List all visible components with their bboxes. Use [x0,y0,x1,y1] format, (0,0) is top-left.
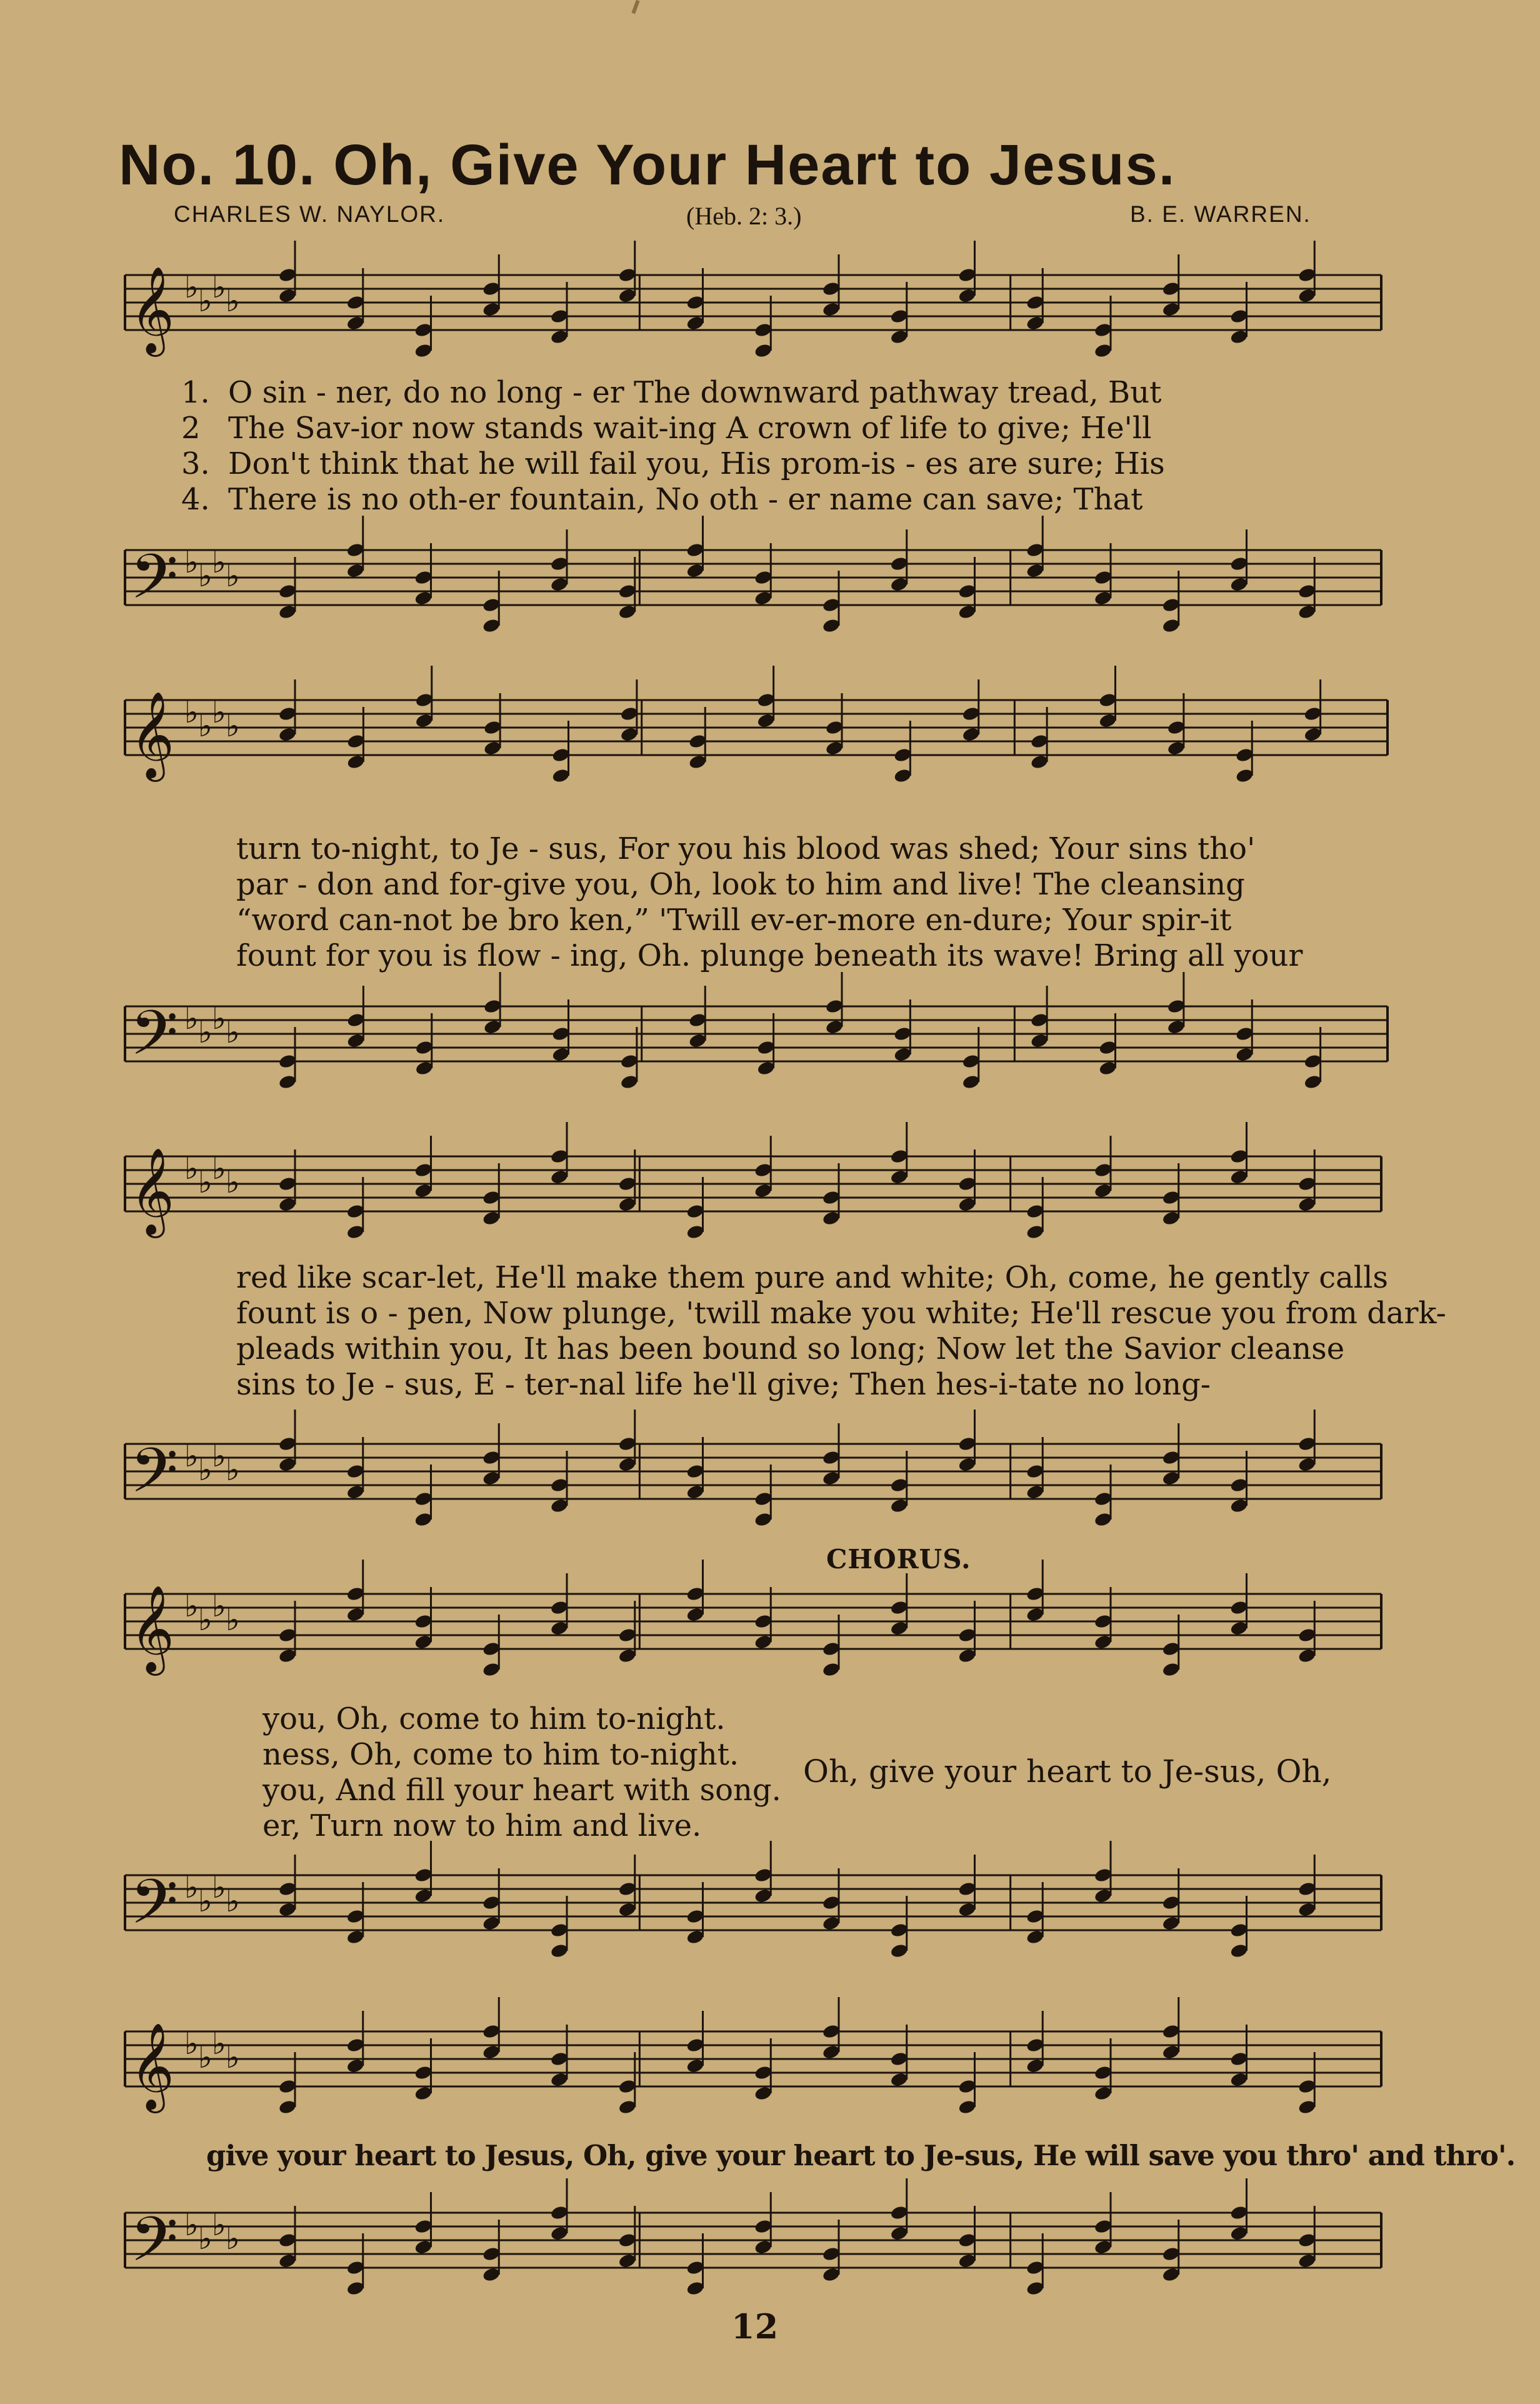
page-number: 12 [731,2306,779,2346]
flat-icon: ♭ [184,270,199,305]
staff-treble [0,1569,1540,1681]
flat-icon: ♭ [212,2026,226,2061]
flat-icon: ♭ [226,2221,240,2256]
flat-icon: ♭ [226,2040,240,2075]
flat-icon: ♭ [212,1439,226,1474]
flat-icon: ♭ [212,695,226,730]
lyrics-system-1 [181,375,1165,518]
bass-clef-icon: 𝄢 [130,541,179,628]
page-fold-mark [631,0,639,14]
verse-number: 4. [181,482,210,517]
lyric-line: you, And fill your heart with song. [262,1773,781,1808]
lyric-line: fount is o - pen, Now plunge, 'twill make you white; He'll rescue you from dark- [236,1296,1446,1331]
treble-clef-icon: 𝄞 [130,2023,174,2110]
scripture-reference: (Heb. 2: 3.) [686,202,802,230]
flat-icon: ♭ [184,2026,199,2061]
staff-bass [0,1850,1540,1956]
lyrics-system-2 [236,831,1302,974]
lyric-line: sins to Je - sus, E - ter-nal life he'll give; Then hes-i-tate no long- [236,1367,1211,1402]
flat-icon: ♭ [184,1870,199,1905]
flat-icon: ♭ [198,1015,212,1050]
staff-treble [0,250,1540,363]
hymn-credits [174,201,1342,233]
lyric-line: red like scar-let, He'll make them pure and white; Oh, come, he gently calls [236,1260,1389,1295]
staff-treble [0,2006,1540,2119]
flat-icon: ♭ [226,1453,240,1488]
chorus-label: CHORUS. [826,1544,971,1575]
lyric-line: ness, Oh, come to him to-night. [262,1737,739,1772]
flat-icon: ♭ [184,1439,199,1474]
flat-icon: ♭ [198,284,212,319]
verse-number: 1. [181,375,210,410]
lyric-line: 3. Don't think that he will fail you, His prom-is - es are sure; His [181,446,1165,481]
author-credit: CHARLES W. NAYLOR. [174,201,446,227]
flat-icon: ♭ [212,1151,226,1186]
flat-icon: ♭ [198,709,212,744]
flat-icon: ♭ [184,1151,199,1186]
staff-bass [0,1419,1540,1525]
flat-icon: ♭ [226,284,240,319]
flat-icon: ♭ [226,559,240,594]
hymn-title: No. 10. Oh, Give Your Heart to Jesus. [119,133,1176,197]
bass-clef-icon: 𝄢 [130,1435,179,1522]
treble-clef-icon: 𝄞 [130,691,174,778]
chorus-lyric-line: Oh, give your heart to Je-sus, Oh, [803,1753,1332,1790]
flat-icon: ♭ [226,1165,240,1200]
flat-icon: ♭ [226,709,240,744]
staff-treble [0,1131,1540,1244]
staff-bass [0,525,1540,631]
lyric-line: you, Oh, come to him to-night. [262,1701,726,1736]
staff-treble [0,675,1540,794]
flat-icon: ♭ [212,2208,226,2243]
flat-icon: ♭ [226,1884,240,1919]
bass-clef-icon: 𝄢 [130,998,179,1084]
treble-clef-icon: 𝄞 [130,1148,174,1235]
treble-clef-icon: 𝄞 [130,266,174,353]
flat-icon: ♭ [198,1603,212,1638]
flat-icon: ♭ [184,1001,199,1036]
lyrics-system-3 [236,1260,1446,1403]
flat-icon: ♭ [212,270,226,305]
flat-icon: ♭ [212,1589,226,1624]
flat-icon: ♭ [198,1453,212,1488]
lyric-line: er, Turn now to him and live. [262,1808,702,1843]
bass-clef-icon: 𝄢 [130,1866,179,1953]
bass-clef-icon: 𝄢 [130,2204,179,2291]
lyric-line: turn to-night, to Je - sus, For you his blood was shed; Your sins tho' [236,831,1256,866]
lyric-line: 1. O sin - ner, do no long - er The downward pathway tread, But [181,375,1162,410]
refrain-lyric-line: give your heart to Jesus, Oh, give your heart to Je-sus, He will save you thro' and thro'. [206,2139,1516,2172]
lyric-line: fount for you is flow - ing, Oh. plunge beneath its wave! Bring all your [236,938,1303,973]
flat-icon: ♭ [184,2208,199,2243]
lyric-line: “word can-not be bro ken,” 'Twill ev-er-more en-dure; Your spir-it [236,903,1232,938]
flat-icon: ♭ [198,2221,212,2256]
lyric-line: pleads within you, It has been bound so long; Now let the Savior cleanse [236,1331,1345,1366]
flat-icon: ♭ [212,1870,226,1905]
verse-number: 3. [181,446,210,481]
lyric-line: par - don and for-give you, Oh, look to him and live! The cleansing [236,867,1245,902]
flat-icon: ♭ [184,695,199,730]
lyric-line: 4. There is no oth-er fountain, No oth - er name can save; That [181,482,1143,517]
composer-credit: B. E. WARREN. [1130,201,1311,227]
flat-icon: ♭ [198,1884,212,1919]
lyrics-system-4 [262,1701,781,1844]
flat-icon: ♭ [184,545,199,580]
flat-icon: ♭ [184,1589,199,1624]
flat-icon: ♭ [212,1001,226,1036]
flat-icon: ♭ [198,1165,212,1200]
flat-icon: ♭ [226,1015,240,1050]
flat-icon: ♭ [226,1603,240,1638]
staff-bass [0,2188,1540,2294]
flat-icon: ♭ [212,545,226,580]
flat-icon: ♭ [198,2040,212,2075]
staff-bass [0,981,1540,1088]
treble-clef-icon: 𝄞 [130,1585,174,1672]
lyric-line: 2 The Sav-ior now stands wait-ing A crown of life to give; He'll [181,411,1152,446]
flat-icon: ♭ [198,559,212,594]
verse-number: 2 [181,411,201,446]
